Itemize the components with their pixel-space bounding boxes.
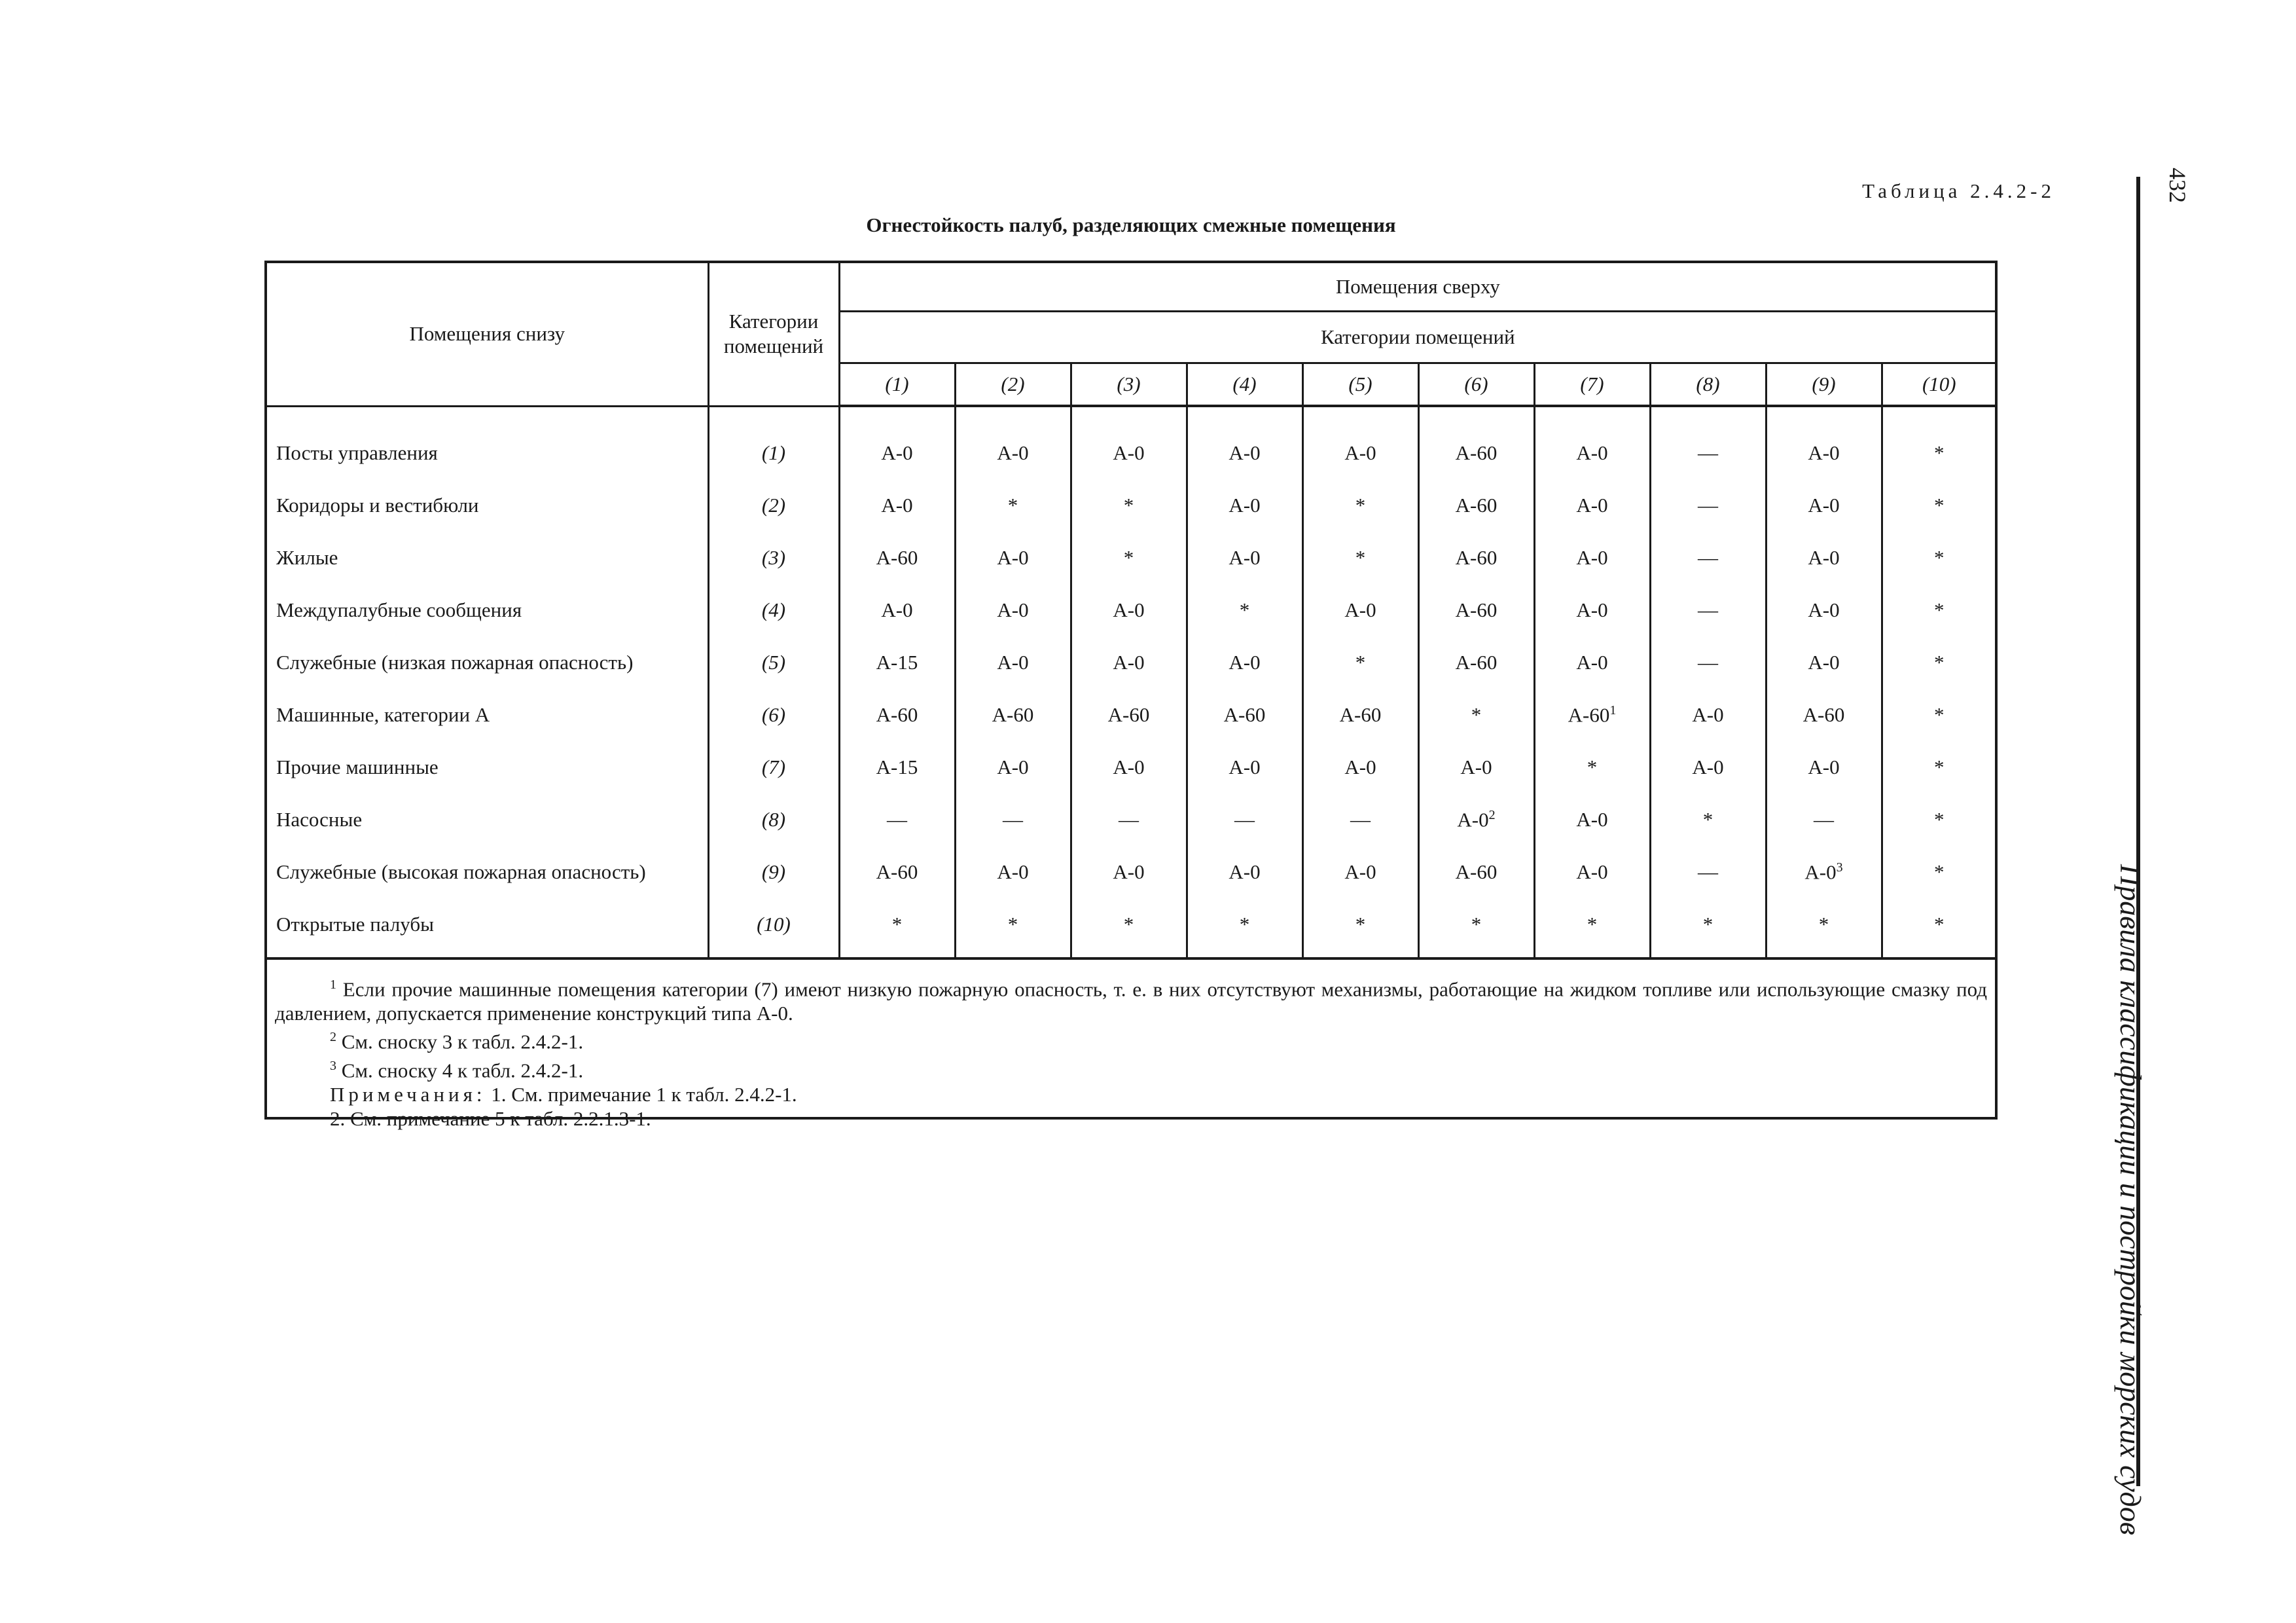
table-cell: — xyxy=(1650,532,1766,584)
table-cell: — xyxy=(1650,406,1766,479)
table-cell: А-60 xyxy=(1418,846,1534,898)
column-header: (3) xyxy=(1071,363,1187,407)
header-room-categories: Категории помещений xyxy=(839,312,1996,363)
fire-resistance-table xyxy=(264,261,1998,1130)
table-cell: * xyxy=(1187,584,1302,636)
table-cell: — xyxy=(1302,793,1418,846)
row-name: Посты управления xyxy=(276,441,438,464)
table-cell: * xyxy=(1882,741,1996,793)
row-name: Открытые палубы xyxy=(276,913,434,936)
table-cell: А-60 xyxy=(1766,689,1882,741)
row-name: Жилые xyxy=(276,546,338,569)
table-cell: А-0 xyxy=(1534,406,1650,479)
data-table xyxy=(267,263,1996,957)
footnote-marker: 3 xyxy=(1836,860,1843,875)
table-cell: А-60 xyxy=(1418,532,1534,584)
table-cell: * xyxy=(1302,898,1418,957)
table-cell: А-60 xyxy=(1418,636,1534,689)
footnote-marker: 2 xyxy=(1488,807,1496,822)
column-header: (1) xyxy=(839,363,955,407)
remark-1 xyxy=(275,1082,1987,1106)
running-title xyxy=(2114,864,2194,1535)
table-cell: А-60 xyxy=(1187,689,1302,741)
table-number: Таблица 2.4.2-2 xyxy=(1862,179,2055,202)
row-name: Коридоры и вестибюли xyxy=(276,494,479,517)
table-cell: А-0 xyxy=(1766,636,1882,689)
table-cell: А-0 xyxy=(1071,846,1187,898)
table-cell: А-0 xyxy=(1766,479,1882,532)
table-cell: * xyxy=(1882,846,1996,898)
footnote-marker: 1 xyxy=(1609,702,1617,718)
table-row xyxy=(267,793,1996,846)
row-category: (10) xyxy=(708,898,839,957)
table-cell: — xyxy=(1650,479,1766,532)
table-body xyxy=(267,406,1996,957)
table-cell: * xyxy=(955,479,1071,532)
table-cell: * xyxy=(1418,898,1534,957)
table-cell: * xyxy=(1650,793,1766,846)
table-cell: А-0 xyxy=(1071,636,1187,689)
table-cell: А-0 xyxy=(1187,846,1302,898)
table-cell: А-0 xyxy=(955,636,1071,689)
table-cell: А-0 xyxy=(1187,741,1302,793)
row-name: Прочие машинные xyxy=(276,756,439,778)
row-category: (5) xyxy=(708,636,839,689)
table-cell: * xyxy=(1882,479,1996,532)
table-cell: А-0 xyxy=(955,532,1071,584)
table-cell: * xyxy=(1302,532,1418,584)
table-cell: А-0 xyxy=(1302,741,1418,793)
table-row xyxy=(267,479,1996,532)
table-cell: А-15 xyxy=(839,741,955,793)
table-cell: * xyxy=(1534,898,1650,957)
table-cell: А-0 xyxy=(1534,793,1650,846)
table-cell: * xyxy=(955,898,1071,957)
table-cell: А-0 xyxy=(839,406,955,479)
table-cell: А-0 xyxy=(1650,741,1766,793)
table-cell: * xyxy=(1302,636,1418,689)
table-cell: * xyxy=(1418,689,1534,741)
row-category: (3) xyxy=(708,532,839,584)
row-category: (6) xyxy=(708,689,839,741)
table-cell: А-0 xyxy=(955,406,1071,479)
table-cell: * xyxy=(1882,636,1996,689)
footnote-3 xyxy=(275,1054,1987,1082)
footnote-3-text: См. сноску 4 к табл. 2.4.2-1. xyxy=(341,1058,584,1082)
table-row xyxy=(267,846,1996,898)
footnote-1-text: Если прочие машинные помещения категории (7) имеют низкую пожарную опасность, т. е. в них отсутствуют механизмы, работающие на жидком топливе или использующие смазку под давлением, допускается применение конструкций типа А-0. xyxy=(275,977,1987,1025)
table-cell: * xyxy=(1187,898,1302,957)
table-cell: — xyxy=(1187,793,1302,846)
footnote-1-mark: 1 xyxy=(330,977,336,992)
table-notes xyxy=(267,957,1995,1137)
table-row xyxy=(267,406,1996,479)
table-cell: А-0 xyxy=(1187,479,1302,532)
table-cell: А-60 xyxy=(1418,406,1534,479)
page-number xyxy=(2165,168,2191,220)
table-cell: А-0 xyxy=(1071,584,1187,636)
table-cell: А-0 xyxy=(1418,741,1534,793)
column-header: (4) xyxy=(1187,363,1302,407)
column-header: (2) xyxy=(955,363,1071,407)
table-cell: — xyxy=(839,793,955,846)
table-cell: А-0 xyxy=(955,741,1071,793)
table-cell: А-60 xyxy=(1302,689,1418,741)
table-cell: А-0 xyxy=(1766,532,1882,584)
column-header: (10) xyxy=(1882,363,1996,407)
row-name: Междупалубные сообщения xyxy=(276,598,522,621)
header-rooms-above: Помещения сверху xyxy=(839,263,1996,312)
table-cell: * xyxy=(1302,479,1418,532)
table-cell: А-60 xyxy=(839,689,955,741)
table-cell: * xyxy=(1071,898,1187,957)
header-categories: Категории помещений xyxy=(708,263,839,406)
table-cell: А-0 xyxy=(1534,584,1650,636)
footnote-3-mark: 3 xyxy=(330,1058,336,1073)
table-cell: * xyxy=(1882,793,1996,846)
table-cell: А-60 xyxy=(839,846,955,898)
column-header: (5) xyxy=(1302,363,1418,407)
table-cell: А-0 xyxy=(1766,741,1882,793)
table-cell: * xyxy=(1882,406,1996,479)
table-cell: $А-60^1$ xyxy=(1534,689,1650,741)
row-category: (2) xyxy=(708,479,839,532)
column-header: (7) xyxy=(1534,363,1650,407)
table-cell: А-0 xyxy=(1534,532,1650,584)
table-cell: * xyxy=(1534,741,1650,793)
table-cell: — xyxy=(1650,846,1766,898)
table-cell: А-0 xyxy=(1302,846,1418,898)
row-category: (4) xyxy=(708,584,839,636)
table-cell: А-0 xyxy=(955,584,1071,636)
column-header: (6) xyxy=(1418,363,1534,407)
table-cell: А-0 xyxy=(1071,406,1187,479)
table-caption: Огнестойкость палуб, разделяющих смежные помещения xyxy=(866,213,1396,236)
table-cell: А-60 xyxy=(955,689,1071,741)
table-cell: А-0 xyxy=(1534,636,1650,689)
table-cell: А-0 xyxy=(1534,846,1650,898)
row-category: (9) xyxy=(708,846,839,898)
table-cell: А-60 xyxy=(1071,689,1187,741)
table-cell: А-0 xyxy=(1766,584,1882,636)
table-cell: * xyxy=(1650,898,1766,957)
table-cell: * xyxy=(1071,532,1187,584)
table-cell: А-0 xyxy=(1650,689,1766,741)
footnote-2 xyxy=(275,1025,1987,1053)
footnote-2-text: См. сноску 3 к табл. 2.4.2-1. xyxy=(341,1030,584,1053)
table-cell: А-0 xyxy=(1187,532,1302,584)
table-cell: $А-0^2$ xyxy=(1418,793,1534,846)
table-cell: — xyxy=(1766,793,1882,846)
table-cell: * xyxy=(839,898,955,957)
table-cell: * xyxy=(1071,479,1187,532)
header-rooms-below: Помещения снизу xyxy=(267,263,708,406)
table-cell: А-0 xyxy=(1187,406,1302,479)
table-row xyxy=(267,741,1996,793)
remarks-label: Примечания: xyxy=(330,1082,486,1106)
table-cell: * xyxy=(1766,898,1882,957)
table-row xyxy=(267,898,1996,957)
page-number-text: 432 xyxy=(2164,168,2191,203)
table-cell: * xyxy=(1882,689,1996,741)
table-cell: А-0 xyxy=(955,846,1071,898)
table-cell: — xyxy=(1650,584,1766,636)
table-cell: А-0 xyxy=(1187,636,1302,689)
table-row xyxy=(267,584,1996,636)
row-name: Насосные xyxy=(276,808,363,831)
footnote-1 xyxy=(275,973,1987,1025)
table-row xyxy=(267,689,1996,741)
row-category: (1) xyxy=(708,406,839,479)
table-cell: — xyxy=(1071,793,1187,846)
table-cell: $А-0^3$ xyxy=(1766,846,1882,898)
table-cell: * xyxy=(1882,584,1996,636)
row-name: Служебные (высокая пожарная опасность) xyxy=(276,860,646,883)
table-cell: А-0 xyxy=(839,584,955,636)
table-row xyxy=(267,636,1996,689)
table-cell: * xyxy=(1882,532,1996,584)
running-title-text: Правила классификации и постройки морских судов xyxy=(2114,864,2147,1535)
table-cell: * xyxy=(1882,898,1996,957)
table-cell: А-0 xyxy=(1534,479,1650,532)
table-cell: А-0 xyxy=(839,479,955,532)
row-name: Машинные, категории А xyxy=(276,703,490,726)
remark-2: 2. См. примечание 5 к табл. 2.2.1.3-1. xyxy=(330,1106,651,1130)
table-cell: А-60 xyxy=(839,532,955,584)
table-cell: А-0 xyxy=(1071,741,1187,793)
table-cell: А-0 xyxy=(1302,584,1418,636)
table-cell: А-0 xyxy=(1302,406,1418,479)
table-cell: А-15 xyxy=(839,636,955,689)
table-cell: А-0 xyxy=(1766,406,1882,479)
table-cell: А-60 xyxy=(1418,479,1534,532)
row-category: (8) xyxy=(708,793,839,846)
row-category: (7) xyxy=(708,741,839,793)
footnote-2-mark: 2 xyxy=(330,1030,336,1045)
column-header: (9) xyxy=(1766,363,1882,407)
table-cell: А-60 xyxy=(1418,584,1534,636)
table-cell: — xyxy=(1650,636,1766,689)
row-name: Служебные (низкая пожарная опасность) xyxy=(276,651,634,674)
table-row xyxy=(267,532,1996,584)
table-cell: — xyxy=(955,793,1071,846)
column-header: (8) xyxy=(1650,363,1766,407)
remark-1-text: 1. См. примечание 1 к табл. 2.4.2-1. xyxy=(491,1082,797,1106)
